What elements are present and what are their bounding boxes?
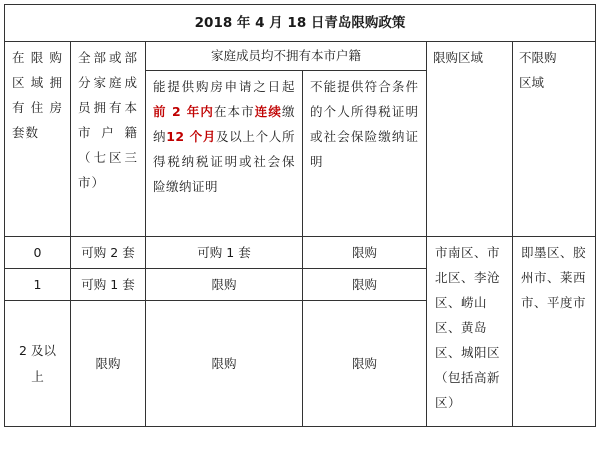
header-nonlocal-without-proof: 不能提供符合条件的个人所得税证明或社会保险缴纳证明	[303, 71, 427, 237]
row-1-nonlocal-b: 限购	[303, 269, 427, 301]
row-0-local: 可购 2 套	[71, 237, 146, 269]
header-nonlocal-with-proof: 能提供购房申请之日起前 2 年内在本市连续缴纳12 个月及以上个人所得税纳税证明或社会保险缴纳证明	[146, 71, 303, 237]
row-1-nonlocal-a: 限购	[146, 269, 303, 301]
header-unrestricted-area: 不限购区域	[513, 42, 596, 237]
header-nonlocal-group: 家庭成员均不拥有本市户籍	[146, 42, 427, 71]
row-0-nonlocal-b: 限购	[303, 237, 427, 269]
row-2-owned: 2 及以上	[5, 301, 71, 427]
restricted-regions: 市南区、市北区、李沧区、崂山区、黄岛区、城阳区（包括高新区）	[427, 237, 513, 427]
row-1-owned: 1	[5, 269, 71, 301]
header-local-hukou: 全部或部分家庭成员拥有本市户籍（七区三市）	[71, 42, 146, 237]
row-2-local: 限购	[71, 301, 146, 427]
table-title: 2018 年 4 月 18 日青岛限购政策	[5, 5, 596, 42]
header-owned-count: 在限购区域拥有住房套数	[5, 42, 71, 237]
row-2-nonlocal-a: 限购	[146, 301, 303, 427]
header-restricted-area: 限购区域	[427, 42, 513, 237]
row-0-nonlocal-a: 可购 1 套	[146, 237, 303, 269]
row-0-owned: 0	[5, 237, 71, 269]
row-2-nonlocal-b: 限购	[303, 301, 427, 427]
row-1-local: 可购 1 套	[71, 269, 146, 301]
unrestricted-regions: 即墨区、胶州市、莱西市、平度市	[513, 237, 596, 427]
policy-table	[4, 4, 596, 427]
